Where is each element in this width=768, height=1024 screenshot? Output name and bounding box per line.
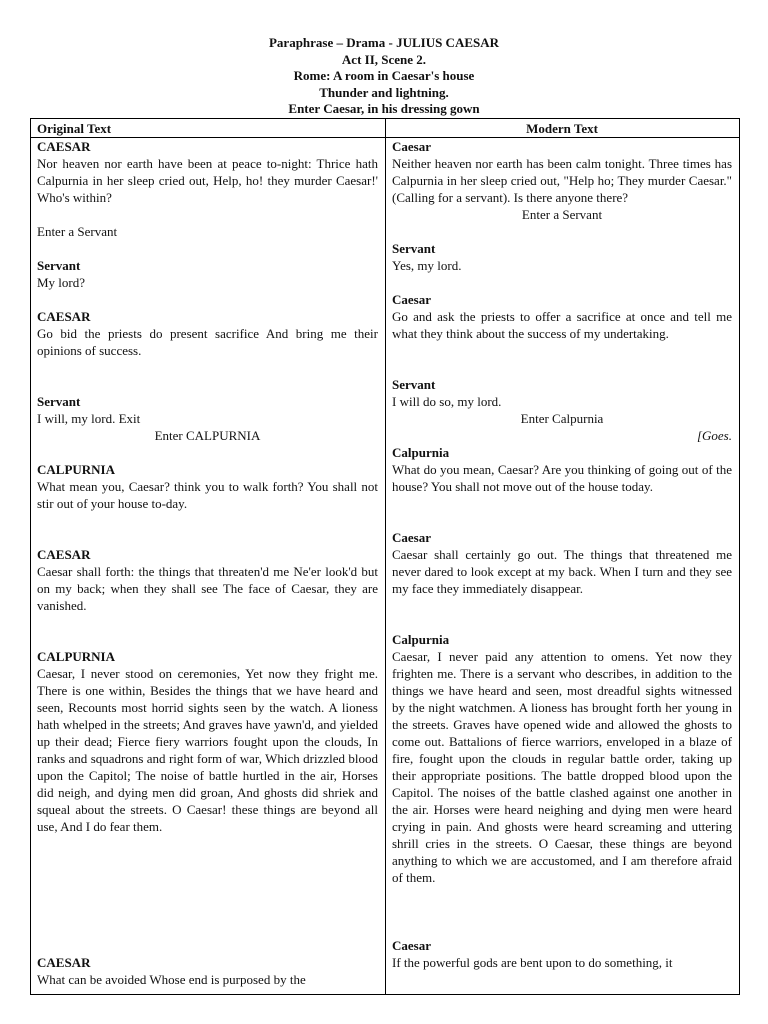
parallel-text-table [30,118,740,995]
scene-entrance: Enter Caesar, in his dressing gown [288,101,480,117]
speaker-name: Calpurnia [392,632,450,647]
exit-direction: [Goes. [696,428,732,443]
column-header-original: Original Text [31,119,386,138]
speaker-name: CAESAR [37,955,91,970]
speaker-name: Caesar [392,292,431,307]
stage-direction: Enter Calpurnia [520,411,604,426]
act-scene: Act II, Scene 2. [341,51,427,67]
speech-block [392,240,732,274]
speaker-name: CAESAR [37,139,91,154]
speaker-name: Caesar [392,530,431,545]
document-title: Paraphrase – Drama - JULIUS CAESAR [268,35,500,50]
speech-text: What mean you, Caesar? think you to walk forth? You shall not stir out of your house to-day. [37,479,378,511]
speaker-name: CALPURNIA [37,649,115,664]
speech-block [37,257,378,291]
speaker-name: CAESAR [37,547,91,562]
speech-text: Caesar shall forth: the things that threaten'd me Ne'er look'd but on my back; when they shall see The face of Caesar, they are vanished. [37,564,378,613]
original-text-column [31,138,386,995]
column-header-modern: Modern Text [386,119,740,138]
speech-block [392,376,732,410]
speech-block [37,308,378,376]
table-body-row [31,138,740,995]
speech-block [37,461,378,529]
speech-block [392,138,732,206]
speech-text: Caesar shall certainly go out. The things that threatened me never dared to look except at my back. When I turn and they see my face they immediately disappear. [392,547,732,596]
stage-direction: Enter a Servant [37,224,118,239]
speaker-name: Servant [392,241,436,256]
speech-text: Go and ask the priests to offer a sacrifice at once and tell me what they think about the success of my undertaking. [392,309,732,341]
speech-block [37,393,378,427]
scene-location: Rome: A room in Caesar's house [293,68,475,84]
stage-direction: Enter CALPURNIA [154,428,261,443]
speech-text: Caesar, I never paid any attention to omens. Yet now they frighten me. There is a servant who describes, in addition to the things we have heard and seen, most dreadful sights witnessed by the night watchmen. A lioness has brought forth her young in the streets. Graves have opened wide and allowed the ghosts to come out. Battalions of fierce warriors, enveloped in a blaze of fire, fought upon the clouds in regular battle order, taking up their appropriate positions. The battle dropped blood upon the Capitol. The noises of the battle clashed against one another in the air. Horses were heard neighing and dying men were heard crying in pain. And ghosts were heard screaming and uttering shrill cries in the streets. O Caesar, these things are beyond anything to which we are accustomed, and I am therefore afraid of them. [392,649,732,885]
speech-block [392,444,732,512]
speaker-name: Servant [392,377,436,392]
speaker-name: CALPURNIA [37,462,115,477]
speech-block [392,529,732,614]
modern-text-column [386,138,740,995]
speech-text: If the powerful gods are bent upon to do something, it [392,955,673,970]
speaker-name: Caesar [392,938,431,953]
speech-text: Yes, my lord. [392,258,462,273]
speech-block [37,648,378,937]
table-header-row [31,119,740,138]
scene-effect: Thunder and lightning. [319,84,449,100]
speaker-name: Calpurnia [392,445,450,460]
stage-direction: Enter a Servant [521,207,603,222]
speech-text: I will do so, my lord. [392,394,502,409]
speaker-name: CAESAR [37,309,91,324]
speech-block [392,291,732,359]
speech-block [37,954,378,988]
speaker-name: Caesar [392,139,431,154]
speech-text: Neither heaven nor earth has been calm tonight. Three times has Calpurnia in her sleep cried out, "Help ho; They murder Caesar." (Calling for a servant). Is there anyone there? [392,156,732,205]
speech-text: I will, my lord. Exit [37,411,141,426]
speech-text: What can be avoided Whose end is purposed by the [37,972,306,987]
speech-text: Go bid the priests do present sacrifice And bring me their opinions of success. [37,326,378,358]
speech-text: Caesar, I never stood on ceremonies, Yet now they fright me. There is one within, Besides the things that we have heard and seen, Recounts most horrid sights seen by the watch. A lioness hath whelped in the streets; And graves have yawn'd, and yielded up their dead; Fierce fiery warriors fought upon the clouds, In ranks and squadrons and right form of war, Which drizzled blood upon the Capitol; The noise of battle hurtled in the air, Horses did neigh, and dying men did groan, And ghosts did shriek and squeal about the streets. O Caesar! these things are beyond all use, And I do fear them. [37,666,378,834]
speaker-name: Servant [37,258,81,273]
speech-block [37,138,378,206]
speech-block [392,937,732,971]
document-header [0,35,768,118]
speech-text: Nor heaven nor earth have been at peace to-night: Thrice hath Calpurnia in her sleep cried out, Help, ho! they murder Caesar!' Who's within? [37,156,378,205]
speech-block [392,631,732,920]
speech-text: My lord? [37,275,86,290]
speech-block [37,546,378,631]
speaker-name: Servant [37,394,81,409]
speech-text: What do you mean, Caesar? Are you thinking of going out of the house? You shall not move out of the house today. [392,462,732,494]
